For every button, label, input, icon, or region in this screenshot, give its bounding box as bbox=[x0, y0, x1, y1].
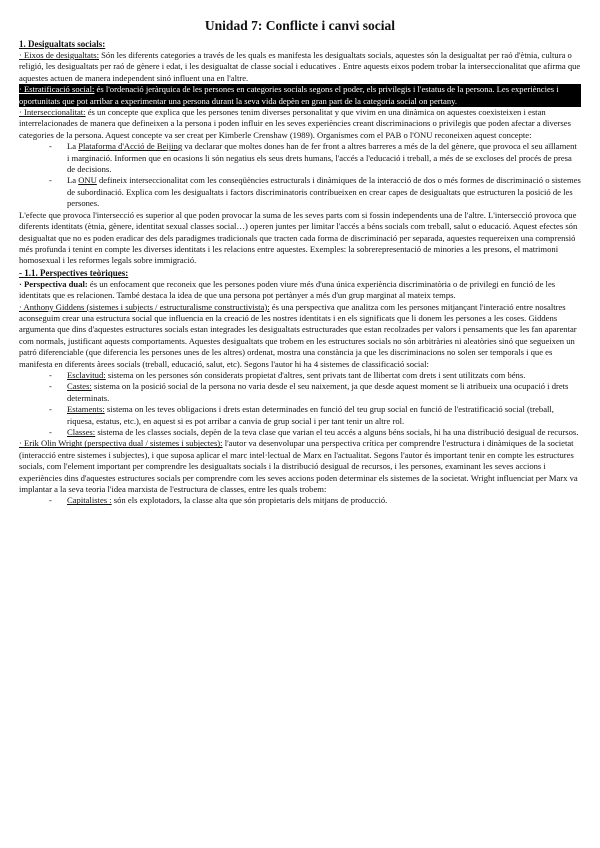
list-item: - Estaments: sistema on les teves obligacions i drets estan determinades en funció del teu grup social en funció de l'estratificació social (treball, riquesa, estatus, etc.), en aquest si es pot arribar a canvia de grup social i per tant tenir un altre rol. bbox=[67, 404, 581, 427]
term-wright: · Erik Olin Wright (perspectiva dual / sistemes i subjectes): bbox=[19, 438, 223, 449]
term-classes: Classes: bbox=[67, 427, 96, 437]
text-interseccionalitat: és un concepte que explica que les persones tenim diverses personalitat y que vivim en una dinàmica on aquestes coexisteixen i estan interrelacionades de manera que defineixen a la persona i poden influir en les seves experiències creant discriminacions o privilegis que poden afectar a diverses categories de la persona. Aquest concepte va ser creat per Kimberle Crenshaw (1989). Organismes com el PAB o l'ONU reconeixen aquest concepte: bbox=[19, 107, 571, 140]
list-item: - Capitalistes : són els explotadors, la classe alta que són propietaris dels mitjans de producció. bbox=[67, 495, 581, 506]
list-item: - La Plataforma d'Acció de Beijing va declarar que moltes dones han de fer front a altres barreres a més de la del gènere, que provoca el seu aïllament i marginació. Informen que en ocasions li són negatius els seus drets humans, l'accés a l'educació i treball, a més de se excloses del procés de presa de decisions. bbox=[67, 141, 581, 175]
paragraph-wright bbox=[19, 438, 581, 495]
text-wright: l'autor va desenvolupar una perspectiva crítica per comprendre l'estructura i dinàmiques de la societat (interacció entre sistemes i subjectes), i que suposa aplicar el marc intel·lectual de Marx en l'actualitat. Segons l'autor és important tenir en compte les estructures socials, com l'element important per comprendre les desigualtats socials i la distribució desigual de recursos, i les persones, examinant les seves accions i experiències dins d'aquestes estructures socials per comprendre com les seves accions poden determinar els sistemes de la societat. Wright influenciat per Marx va implantar a la seva teoria l'idea marxista de l'estructura de classes, entre les quals trobem: bbox=[19, 438, 578, 495]
term-estaments: Estaments: bbox=[67, 404, 105, 415]
term-onu: ONU bbox=[78, 175, 97, 186]
wright-list bbox=[19, 495, 581, 506]
list-item: - Castes: sistema on la posició social de la persona no varia desde el seu naixement, ja que desde aquest moment se li atribueix una ocupació i drets determinats. bbox=[67, 381, 581, 404]
term-castes: Castes: bbox=[67, 381, 92, 392]
interseccionalitat-list bbox=[19, 141, 581, 209]
section-heading-perspectives: - 1.1. Perspectives teòriques: bbox=[19, 267, 129, 278]
term-dual: · Perspectiva dual: bbox=[19, 278, 88, 289]
document-page bbox=[19, 18, 581, 507]
term-estratificacio: · Estratificació social: bbox=[19, 84, 95, 95]
term-eixos: · Eixos de desigualtats: bbox=[19, 50, 99, 60]
term-esclavitud: Esclavitud: bbox=[67, 369, 106, 380]
page-title: Unidad 7: Conflicte i canvi social bbox=[204, 18, 396, 33]
paragraph-interseccionalitat bbox=[19, 107, 581, 141]
paragraph-dual bbox=[19, 279, 581, 302]
term-beijing: Plataforma d'Acció de Beijing bbox=[78, 141, 183, 152]
text-giddens: és una perspectiva que analitza com les persones mitjançant l'interació entre nosaltres aconseguim crear una estructura social que influencia en la creació de les nostres identitats i en els significats que li donem les persones a les coses. Giddens argumenta que dins d'aquestes estructures socials estan integrades les desigualtats estructurades que estan recolzades per valors i pensaments que les fan aparentar com normals, justificant aquests comportaments. Aquestes desigualtats que trobem en les estructures socials no són arbitràries ni aleatòries sinó que segueixen un patró diferenciable (que diferencia les persones unes de les altres) ordenat, mostra una constància ja que les discriminacions no solen ser temporals i que es manifesta en diferents àrees socials (treball, educació, salut, etc). Segons l'autor hi ha 4 sistemes de classificació social: bbox=[19, 301, 577, 369]
giddens-list bbox=[19, 370, 581, 438]
section-heading-desigualtats: 1. Desigualtats socials: bbox=[19, 39, 106, 49]
paragraph-eixos bbox=[19, 50, 581, 84]
text-eixos: Són les diferents categories a través de les quals es manifesta les desigualtats socials, aquestes són la desigualtat per raó d'ètnia, cultura o religió, les desigualtats per raó de gènere i edat, i les desigualtat de classe social i educatives . Entre aquests eixos podem trobar la interseccionalitat que afirma que aquestes actuen de manera independent sinó influent una en l'altre. bbox=[19, 50, 581, 83]
text-estratificacio: és l'ordenació jeràrquica de les persones en categories socials segons el poder, els privilegis i l'estatus de la persona. Les experiències i oportunitats que pot arribar a experimentar una persona durant la seva vida depèn en gran part de la categoria social on pertany. bbox=[19, 84, 559, 106]
paragraph-efecte: L'efecte que provoca l'intersecció es superior al que poden provocar la suma de les seves parts com si fossin independents una de l'altre. L'intersecció provoca que diferents identitats (ètnia, gènere, identitat sexual classes social…) operen juntes per limitar l'accés a béns socials com treball, salut o educació. Aquest efectes són desigualtat que no es poden eradicar des dels paradigmes tradicionals que tracten cada forma de discriminació per separada, aquestes requereixen una comprensió més profunda i tenint en compte les diverses identitats i les relacions entre aquestes. Exemples: la sobrerepresentació de minories a les presons, el matrimoni homosexual i les reformes legals sobre immigració. bbox=[19, 209, 578, 266]
term-interseccionalitat: · Interseccionalitat: bbox=[19, 107, 86, 118]
list-item: - Classes: sistema de les classes socials, depèn de la teva clase que varian el teu accés a alguns béns socials, hi ha una distribució desigual de recursos. bbox=[67, 427, 581, 438]
paragraph-estratificacio-highlighted bbox=[19, 84, 581, 107]
term-giddens: · Anthony Giddens (sistemes i subjects / estructuralisme constructivista): bbox=[19, 301, 270, 312]
paragraph-giddens bbox=[19, 302, 581, 370]
list-item: - Esclavitud: sistema on les persones són considerats propietat d'altres, sent privats tant de llibertat com drets i sent utilitzats com béns. bbox=[67, 370, 581, 381]
term-capitalistes: Capitalistes : bbox=[67, 495, 112, 506]
list-item: - La ONU defineix interseccionalitat com les conseqüències estructurals i dinàmiques de la interacció de dos o més formes de discriminació o sistemes de subordinació. Explica com les desigualtats i factors discriminatoris contribueixen en crear capes de desigualtats que estructuren la posició de les persones. bbox=[67, 175, 581, 209]
text-dual: és un enfocament que reconeix que les persones poden viure més d'una única experiència discriminatòria o de privilegi en funció de les identitats que es relacionen. També destaca la idea de que una persona pot pertànyer a més d'un grup marginat al mateix temps. bbox=[19, 278, 556, 301]
